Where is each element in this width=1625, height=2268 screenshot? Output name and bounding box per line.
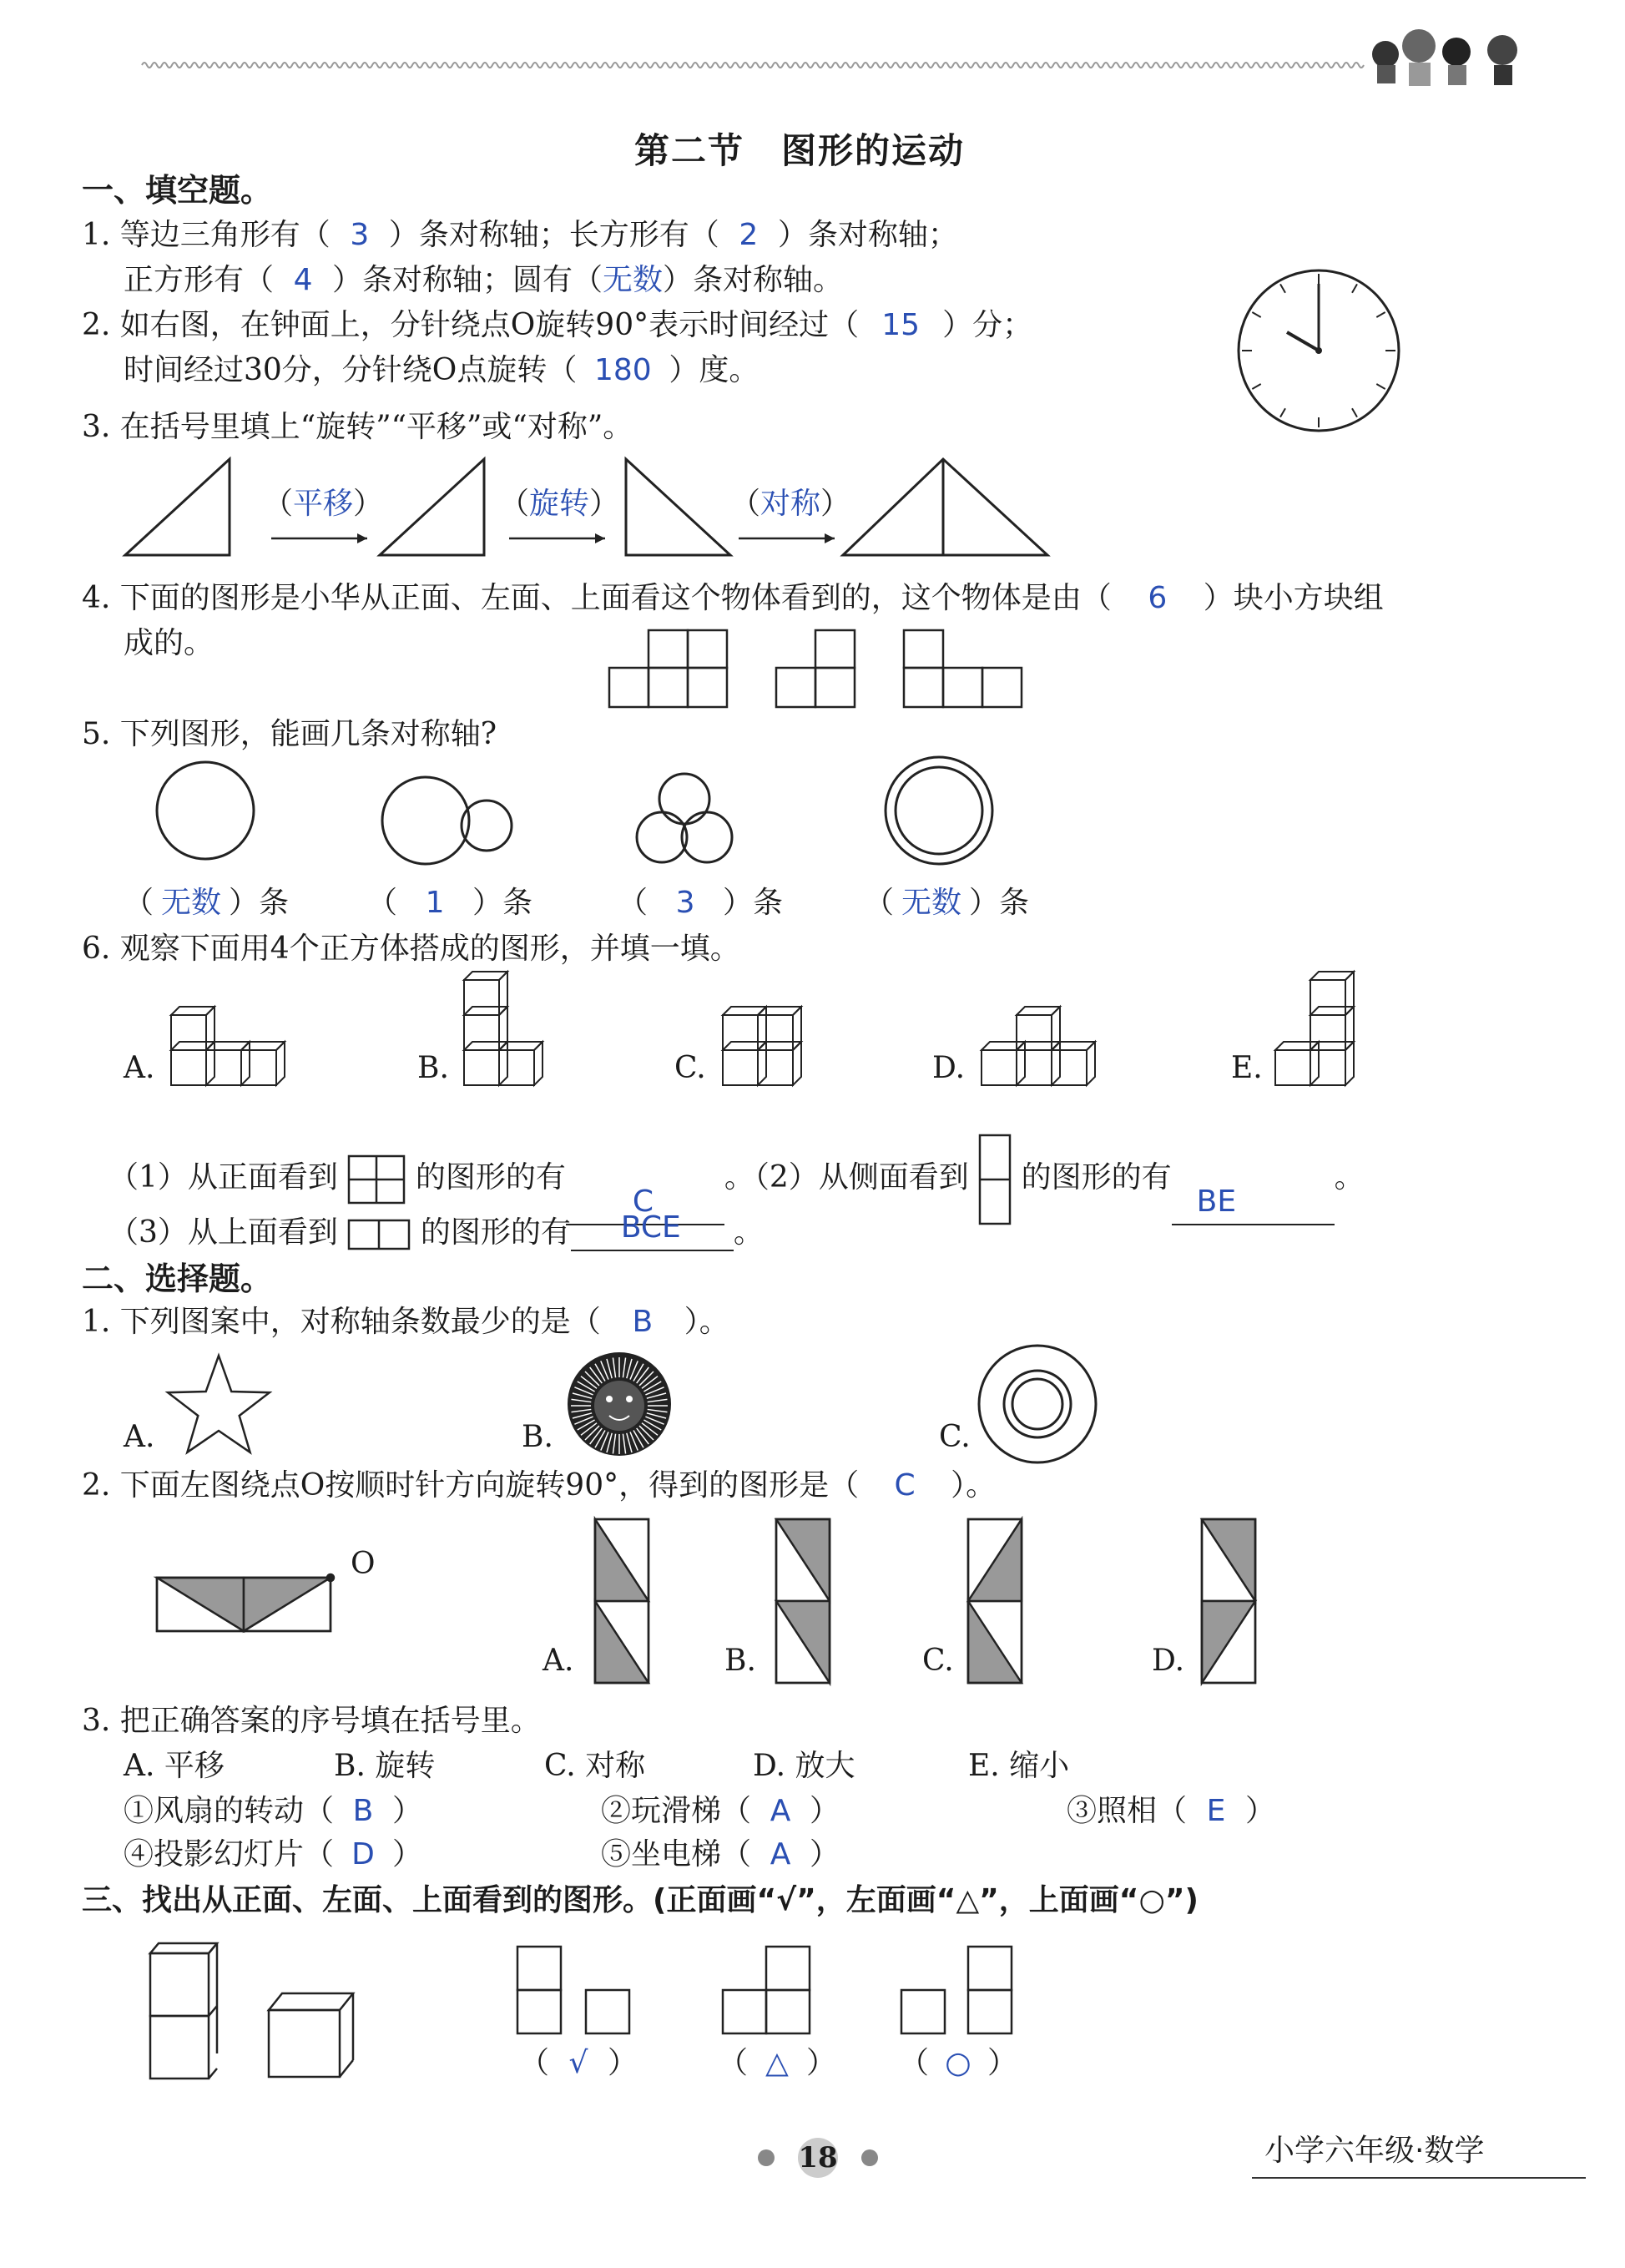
- q6-sub3: （3）从上面看到 的图形的有 BCE 。: [109, 1210, 764, 1250]
- p2-q3-item-4: ④投影幻灯片（ D ）: [124, 1837, 423, 1871]
- p2-q2-point-label: O: [351, 1547, 376, 1581]
- p2-q3-item-5: ⑤坐电梯（ A ）: [601, 1837, 840, 1871]
- q1-line1: 1. 等边三角形有（ 3 ）条对称轴；长方形有（ 2 ）条对称轴；: [82, 218, 958, 252]
- p2-q3-text: 3. 把正确答案的序号填在括号里。: [82, 1704, 541, 1738]
- q5-figures: [150, 755, 1002, 872]
- q1-line2: 正方形有（ 4 ）条对称轴；圆有（无数）条对称轴。: [124, 263, 844, 297]
- page-title: 第二节 图形的运动: [634, 130, 966, 171]
- q2-line1: 2. 如右图，在钟面上，分针绕点O旋转90°表示时间经过（ 15 ）分；: [82, 308, 1033, 342]
- clock-face: [1235, 267, 1402, 434]
- q6-text: 6. 观察下面用4个正方体搭成的图形，并填一填。: [82, 932, 740, 966]
- footer-rule: [1252, 2177, 1586, 2179]
- q6-label-a: A.: [124, 1051, 155, 1085]
- p2-q2-text: 2. 下面左图绕点O按顺时针方向旋转90°，得到的图形是（ C ）。: [82, 1468, 997, 1503]
- q5-answer-2: （ 1 ）条: [367, 886, 533, 920]
- p2-q3-option-c: C. 对称: [544, 1749, 646, 1783]
- q2-line2: 时间经过30分，分针绕O点旋转（ 180 ）度。: [124, 353, 760, 387]
- p2-q3-item-2: ②玩滑梯（ A ）: [601, 1794, 840, 1828]
- header-decoration: [0, 0, 1625, 100]
- q3-answer-3: （对称）: [730, 487, 851, 521]
- q3-answer-1: （平移）: [263, 487, 384, 521]
- p2-q3-item-3: ③照相（ E ）: [1067, 1794, 1276, 1828]
- lion-emblem-icon: [568, 1352, 671, 1456]
- q5-answer-1: （ 无数 ）条: [124, 886, 290, 920]
- q4-line2: 成的。: [124, 626, 214, 660]
- q5-answer-4: （ 无数 ）条: [864, 886, 1030, 920]
- part3-answer-1: （ √ ）: [519, 2046, 638, 2080]
- p2-q3-option-d: D. 放大: [753, 1749, 855, 1783]
- p2-q3-option-e: E. 缩小: [968, 1749, 1070, 1783]
- p2-q2-label-b: B.: [724, 1644, 756, 1678]
- p2-q1-figures: [0, 1344, 1625, 1477]
- p2-q3-option-a: A. 平移: [124, 1749, 225, 1783]
- p2-q3-item-1: ①风扇的转动（ B ）: [124, 1794, 423, 1828]
- q6-label-c: C.: [674, 1051, 706, 1085]
- q6-label-d: D.: [932, 1051, 966, 1085]
- p2-q2-figures: [0, 1503, 1625, 1703]
- part3-answer-2: （ △ ）: [718, 2046, 837, 2080]
- p2-q1-text: 1. 下列图案中，对称轴条数最少的是（ B ）。: [82, 1305, 729, 1339]
- p2-q1-label-c: C.: [939, 1420, 971, 1454]
- p2-q2-label-a: A.: [543, 1644, 574, 1678]
- part3-heading: 三、找出从正面、左面、上面看到的图形。(正面画“√”，左面画“△”，上面画“○”): [82, 1883, 1199, 1917]
- cartoon-characters-icon: [1372, 29, 1517, 86]
- q6-cube-figures: [0, 968, 1625, 1102]
- p2-q1-label-a: A.: [124, 1420, 155, 1454]
- q6-sub1: （1）从正面看到 的图形的有 C 。（2）从侧面看到 的图形的有 BE 。: [109, 1134, 1365, 1225]
- q3-text: 3. 在括号里填上“旋转”“平移”或“对称”。: [82, 410, 633, 444]
- q4-views: [608, 630, 1042, 714]
- p2-q3-option-b: B. 旋转: [334, 1749, 436, 1783]
- q4-line1: 4. 下面的图形是小华从正面、左面、上面看这个物体看到的，这个物体是由（ 6 ）块小方块组: [82, 581, 1384, 615]
- q5-answer-3: （ 3 ）条: [618, 886, 784, 920]
- q6-label-e: E.: [1231, 1051, 1263, 1085]
- q6-label-b: B.: [417, 1051, 449, 1085]
- part1-heading: 一、填空题。: [82, 172, 273, 209]
- part2-heading: 二、选择题。: [82, 1260, 273, 1297]
- q3-answer-2: （旋转）: [499, 487, 620, 521]
- p2-q1-label-b: B.: [522, 1420, 553, 1454]
- footer-label: 小学六年级·数学: [1264, 2134, 1485, 2168]
- p2-q2-label-d: D.: [1152, 1644, 1185, 1678]
- page-number: 18: [798, 2141, 838, 2175]
- p2-q2-label-c: C.: [922, 1644, 954, 1678]
- q5-text: 5. 下列图形，能画几条对称轴?: [82, 717, 497, 751]
- part3-answer-3: （ ○ ）: [899, 2046, 1018, 2080]
